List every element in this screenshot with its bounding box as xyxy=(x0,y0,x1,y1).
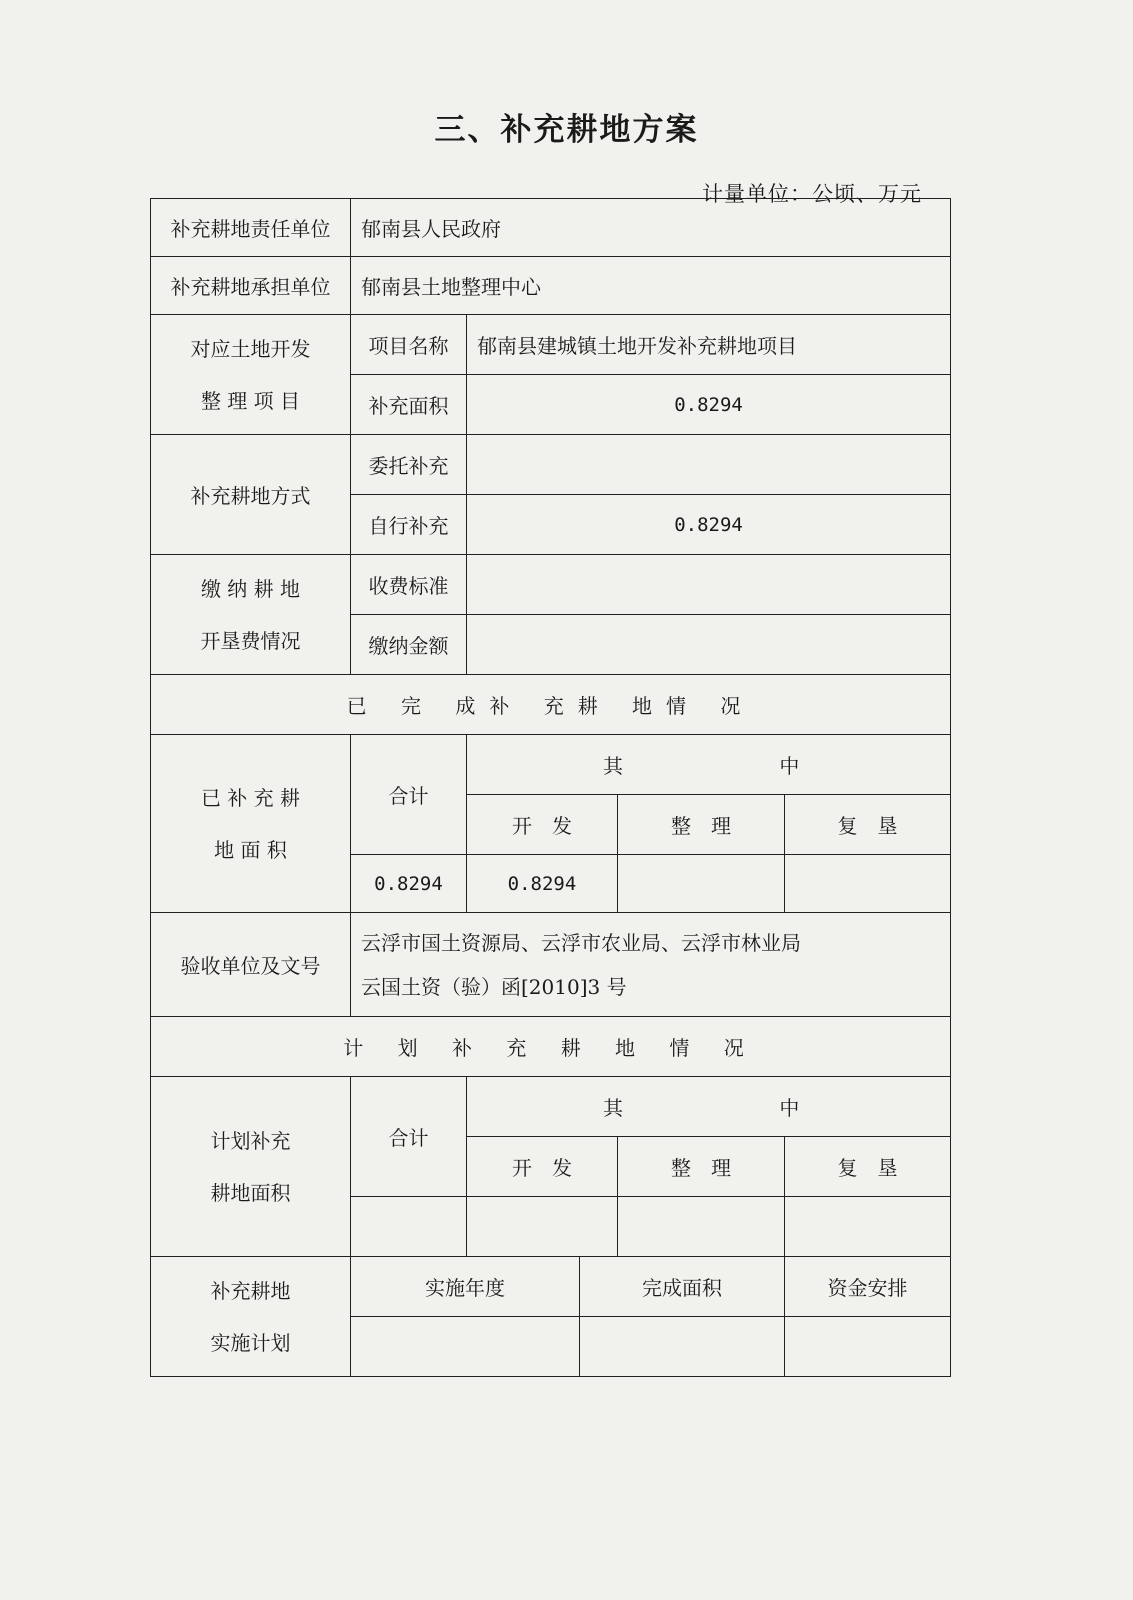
completed-area-label-line2: 地 面 积 xyxy=(214,837,287,862)
project-label-line2: 整 理 项 目 xyxy=(200,388,301,413)
planned-area-label xyxy=(151,1077,351,1257)
schedule-area-value xyxy=(580,1317,785,1377)
project-area-value: 0.8294 xyxy=(467,375,951,435)
schedule-label-line2: 实施计划 xyxy=(210,1330,291,1355)
planned-consolidation-value xyxy=(618,1197,785,1257)
fee-label-line1: 缴 纳 耕 地 xyxy=(200,576,301,601)
completed-development-label: 开 发 xyxy=(467,795,618,855)
planned-reclamation-value xyxy=(785,1197,951,1257)
planned-development-label: 开 发 xyxy=(467,1137,618,1197)
undertaking-unit-label: 补充耕地承担单位 xyxy=(151,257,351,315)
fee-amount-label: 缴纳金额 xyxy=(351,615,467,675)
fee-standard-value xyxy=(467,555,951,615)
planned-total-label: 合计 xyxy=(351,1077,467,1197)
undertaking-unit-value: 郁南县土地整理中心 xyxy=(351,257,951,315)
completed-reclamation-value xyxy=(785,855,951,913)
completed-area-label-line1: 已 补 充 耕 xyxy=(200,785,301,810)
planned-reclamation-label: 复 垦 xyxy=(785,1137,951,1197)
completed-section-title: 已 完 成补 充耕 地情 况 xyxy=(151,675,951,735)
schedule-area-label: 完成面积 xyxy=(580,1257,785,1317)
schedule-year-value xyxy=(351,1317,580,1377)
entrusted-label: 委托补充 xyxy=(351,435,467,495)
fee-label-line2: 开垦费情况 xyxy=(200,628,301,653)
project-area-label: 补充面积 xyxy=(351,375,467,435)
page-title: 三、补充耕地方案 xyxy=(434,112,699,148)
measurement-units: 计量单位：公顷、万元 xyxy=(702,182,922,206)
acceptance-doc-number: 云国土资（验）函[2010]3 号 xyxy=(361,974,627,999)
planned-consolidation-label: 整 理 xyxy=(618,1137,785,1197)
fee-label xyxy=(151,555,351,675)
completed-area-label xyxy=(151,735,351,913)
completed-of-which-2: 中 xyxy=(779,754,800,778)
completed-total-label: 合计 xyxy=(351,735,467,855)
completed-consolidation-value xyxy=(618,855,785,913)
schedule-label-line1: 补充耕地 xyxy=(210,1278,291,1303)
completed-reclamation-label: 复 垦 xyxy=(785,795,951,855)
planned-of-which xyxy=(467,1077,951,1137)
planned-area-label-line1: 计划补充 xyxy=(210,1128,291,1153)
responsibility-unit-label: 补充耕地责任单位 xyxy=(151,199,351,257)
fee-standard-label: 收费标准 xyxy=(351,555,467,615)
completed-of-which xyxy=(467,735,951,795)
completed-consolidation-label: 整 理 xyxy=(618,795,785,855)
planned-total-value xyxy=(351,1197,467,1257)
fee-amount-value xyxy=(467,615,951,675)
acceptance-value xyxy=(351,913,951,1017)
method-label: 补充耕地方式 xyxy=(151,435,351,555)
self-supplement-label: 自行补充 xyxy=(351,495,467,555)
land-supplement-form xyxy=(150,198,951,1377)
planned-of-which-2: 中 xyxy=(779,1096,800,1120)
schedule-fund-value xyxy=(785,1317,951,1377)
schedule-label xyxy=(151,1257,351,1377)
completed-of-which-1: 其 xyxy=(603,754,623,778)
planned-development-value xyxy=(467,1197,618,1257)
self-supplement-value: 0.8294 xyxy=(467,495,951,555)
project-label xyxy=(151,315,351,435)
planned-of-which-1: 其 xyxy=(603,1096,623,1120)
responsibility-unit-value: 郁南县人民政府 xyxy=(351,199,951,257)
acceptance-units: 云浮市国土资源局、云浮市农业局、云浮市林业局 xyxy=(361,930,801,955)
schedule-year-label: 实施年度 xyxy=(351,1257,580,1317)
schedule-fund-label: 资金安排 xyxy=(785,1257,951,1317)
acceptance-label: 验收单位及文号 xyxy=(151,913,351,1017)
completed-development-value: 0.8294 xyxy=(467,855,618,913)
completed-total-value: 0.8294 xyxy=(351,855,467,913)
planned-area-label-line2: 耕地面积 xyxy=(210,1180,291,1205)
project-name-value: 郁南县建城镇土地开发补充耕地项目 xyxy=(467,315,951,375)
planned-section-title: 计 划 补 充 耕 地 情 况 xyxy=(151,1017,951,1077)
project-name-label: 项目名称 xyxy=(351,315,467,375)
entrusted-value xyxy=(467,435,951,495)
project-label-line1: 对应土地开发 xyxy=(190,336,311,361)
